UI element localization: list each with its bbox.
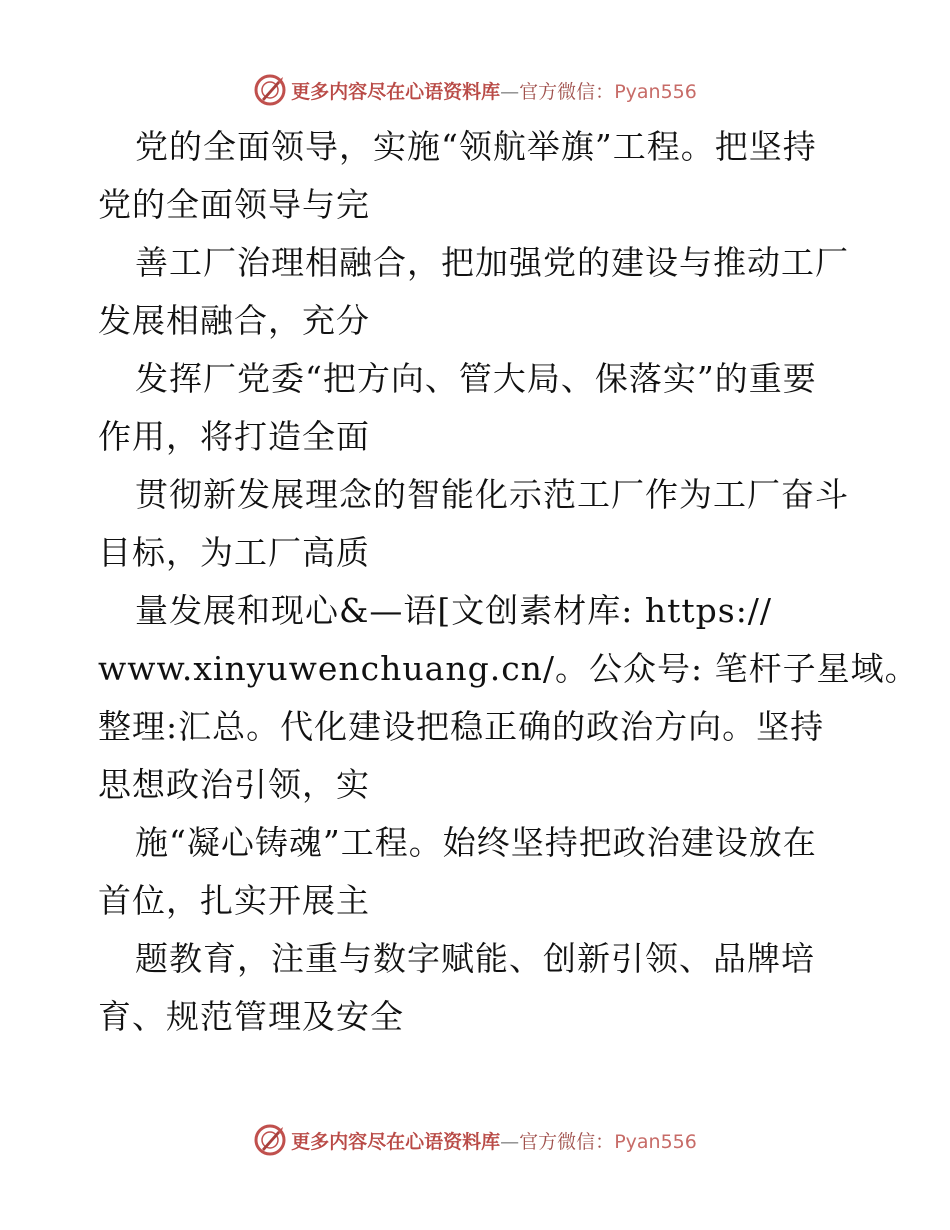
body-line-2: 党的全面领导与完 — [98, 185, 370, 224]
body-line-15: 题教育，注重与数字赋能、创新引领、品牌培 — [135, 939, 815, 978]
body-line-13: 施“凝心铸魂”工程。始终坚持把政治建设放在 — [135, 823, 817, 862]
body-line-16: 育、规范管理及安全 — [98, 997, 404, 1036]
body-line-3: 善工厂治理相融合，把加强党的建设与推动工厂 — [135, 243, 849, 282]
banner-main-text: 更多内容尽在心语资料库 — [291, 80, 501, 103]
footer-banner — [0, 1120, 950, 1160]
banner-main-text: 更多内容尽在心语资料库 — [291, 1130, 501, 1153]
document-body — [98, 118, 919, 1046]
banner-dash: — — [500, 1130, 520, 1153]
body-line-8: 目标，为工厂高质 — [98, 533, 370, 572]
body-line-5: 发挥厂党委“把方向、管大局、保落实”的重要 — [135, 359, 817, 398]
banner-sub-text: 官方微信： — [519, 1130, 615, 1153]
body-line-7: 贯彻新发展理念的智能化示范工厂作为工厂奋斗 — [135, 475, 849, 514]
body-line-9: 量发展和现心&—语[文创素材库: https:// — [135, 591, 773, 630]
banner-wechat-handle: Pyan556 — [614, 80, 697, 103]
body-line-11: 整理:汇总。代化建设把稳正确的政治方向。坚持 — [98, 707, 825, 746]
body-line-4: 发展相融合，充分 — [98, 301, 370, 340]
red-quill-seal-icon — [253, 73, 287, 107]
banner-wechat-handle: Pyan556 — [614, 1130, 697, 1153]
banner-dash: — — [500, 80, 520, 103]
body-line-1: 党的全面领导，实施“领航举旗”工程。把坚持 — [135, 127, 817, 166]
body-line-6: 作用，将打造全面 — [98, 417, 370, 456]
banner-sub-text: 官方微信： — [519, 80, 615, 103]
red-quill-seal-icon — [253, 1123, 287, 1157]
body-line-12: 思想政治引领，实 — [98, 765, 370, 804]
body-line-14: 首位，扎实开展主 — [98, 881, 370, 920]
header-banner — [0, 70, 950, 110]
body-line-10: www.xinyuwenchuang.cn/。公众号: 笔杆子星域。 — [98, 649, 919, 688]
